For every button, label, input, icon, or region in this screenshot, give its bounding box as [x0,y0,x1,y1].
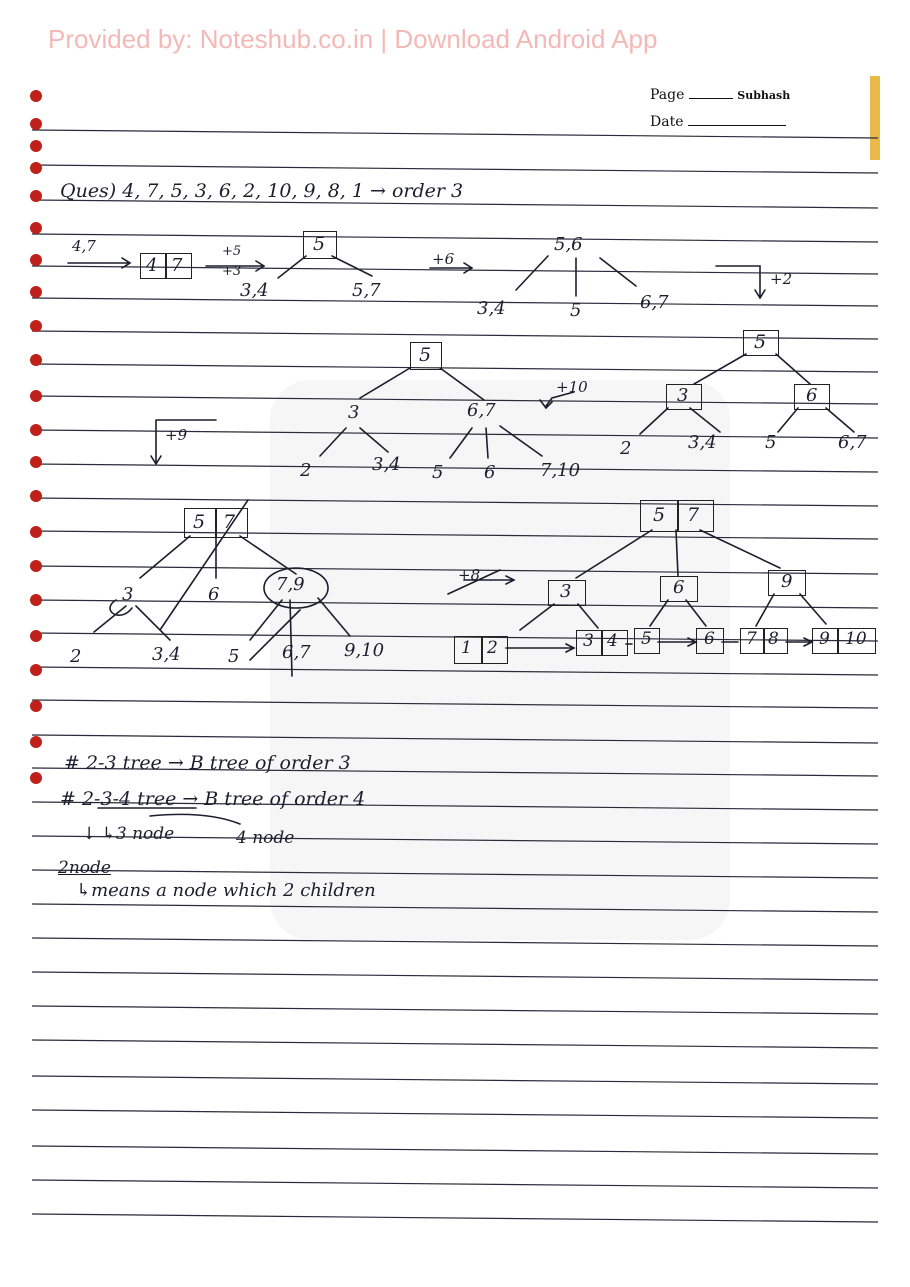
step3-left: 3,4 [477,298,506,319]
node-key: 9 [819,629,830,649]
ruled-line [32,1214,878,1222]
node-key: 7 [171,255,183,276]
step2-left: 3,4 [240,280,269,301]
treeB-leaf-3: 5 [765,432,777,453]
node-key: 6 [673,577,685,598]
step3-add: +6 [432,250,455,268]
ruled-line [32,130,878,138]
margin-dot [30,162,42,174]
node-key: 5 [193,511,206,533]
treeC-leaf-3: 5 [228,646,240,667]
margin-dot [30,118,42,130]
margin-dot [30,286,42,298]
node-key: 10 [845,629,867,649]
node-key: 3 [583,631,594,651]
margin-dot [30,664,42,676]
treeA-left: 3 [348,402,360,423]
note-line-5: ↳means a node which 2 children [76,880,376,901]
margin-dot [30,594,42,606]
node-key: 7 [223,511,236,533]
treeA-arrow-next: +9 [165,426,188,444]
ruled-line [32,904,878,912]
ruled-line [32,234,878,242]
ruled-line [32,464,878,472]
ruled-line [32,364,878,372]
treeD-leaf-2 [576,630,628,656]
step2-root [303,231,337,259]
page-number-field [650,86,790,103]
margin-dot [30,526,42,538]
margin-dot [30,490,42,502]
margin-dot [30,222,42,234]
margin-dot [30,736,42,748]
ruled-line [32,972,878,980]
treeD-root [640,500,714,532]
note-line-3b: 4 node [236,828,295,848]
node-key: 8 [768,629,779,649]
node-key: 1 [461,638,472,658]
treeB-leaf-1: 2 [620,438,632,459]
node-key: 5 [419,344,432,366]
treeD-leaf-5 [740,628,788,654]
treeD-node-1 [548,580,586,606]
node-key: 5 [313,233,326,255]
margin-dot [30,772,42,784]
watermark-text: Provided by: Noteshub.co.in | Download Android App [48,24,658,54]
date-label: Date [650,114,684,130]
step1-label: 4,7 [72,237,96,255]
treeD-node-3 [768,570,806,596]
node-key: 5 [641,629,652,649]
treeB-left [666,384,702,410]
treeD-leaf-1 [454,636,508,664]
ruled-line [32,298,878,306]
note-line-4: 2node [58,858,111,878]
step1-add: +5 [222,244,242,259]
treeC-left: 3 [122,584,134,605]
treeD-leaf-6 [812,628,876,654]
node-key: 4 [607,631,618,651]
treeA-root [410,342,442,370]
treeA-leaf-3: 5 [432,462,444,483]
step3-mid: 5 [570,300,582,321]
step1-add2: +3 [222,264,242,279]
treeB-right [794,384,830,410]
step2-right: 5,7 [352,280,381,301]
question-text: Ques) 4, 7, 5, 3, 6, 2, 10, 9, 8, 1 → order 3 [60,180,464,202]
margin-dot [30,90,42,102]
margin-dot [30,630,42,642]
note-line-1: # 2-3 tree → B tree of order 3 [64,752,351,774]
ruled-line [32,1006,878,1014]
treeC-right: 7,9 [276,574,305,595]
treeD-leaf-4 [696,628,724,654]
treeC-leaf-1: 2 [70,646,82,667]
ruled-line [32,531,878,539]
node-key: 5 [653,504,666,526]
ruled-line [32,165,878,173]
node-key: 3 [677,385,689,406]
date-field [650,113,786,130]
treeA-right: 6,7 [467,400,496,421]
ruled-line [32,498,878,506]
treeD-leaf-3 [634,628,660,654]
step4-add: +2 [770,270,793,288]
ruled-line [32,430,878,438]
ruled-line [32,700,878,708]
treeC-leaf-4: 6,7 [282,642,311,663]
ruled-line [32,1180,878,1188]
node-key: 6 [704,629,715,649]
margin-dot [30,320,42,332]
margin-dot [30,354,42,366]
node-key: 3 [560,581,572,602]
margin-dot [30,700,42,712]
margin-dot [30,560,42,572]
step1-node [140,253,192,279]
ruled-line [32,1110,878,1118]
treeA-leaf-4: 6 [484,462,496,483]
treeB-root [743,330,779,356]
treeC-leaf-2: 3,4 [152,644,181,665]
margin-dot [30,190,42,202]
ruled-line [32,1146,878,1154]
treeA-arrow-in: +10 [556,378,588,396]
node-key: 9 [781,571,793,592]
step3-right: 6,7 [640,292,669,313]
treeC-mid: 6 [208,584,220,605]
treeC-leaf-5: 9,10 [344,640,385,661]
ruled-line [32,600,878,608]
treeB-leaf-4: 6,7 [838,432,867,453]
node-key: 6 [806,385,818,406]
ruled-line [32,396,878,404]
node-key: 4 [146,255,158,276]
ruled-line [32,1040,878,1048]
note-line-3a: ↓ ↳3 node [82,824,175,844]
treeB-leaf-2: 3,4 [688,432,717,453]
treeA-leaf-5: 7,10 [540,460,581,481]
page-label: Page [650,87,685,103]
note-line-2: # 2-3-4 tree → B tree of order 4 [60,788,366,810]
margin-dot [30,390,42,402]
node-key: 7 [687,504,700,526]
node-key: 5 [754,331,767,353]
treeA-leaf-1: 2 [300,460,312,481]
ruled-line [32,735,878,743]
node-key: 7 [746,629,757,649]
ruled-line [32,566,878,574]
treeC-root [184,508,248,538]
ruled-line [32,938,878,946]
margin-dot [30,424,42,436]
node-key: 2 [487,638,498,658]
ruled-line [32,667,878,675]
margin-dot [30,140,42,152]
treeD-node-2 [660,576,698,602]
ruled-line [32,870,878,878]
margin-dot [30,254,42,266]
treeD-arrow: +8 [458,566,481,584]
brand-logo: Subhash [737,89,791,102]
margin-dot [30,456,42,468]
step3-root: 5,6 [554,234,583,255]
ruled-line [32,1076,878,1084]
treeA-leaf-2: 3,4 [372,454,401,475]
